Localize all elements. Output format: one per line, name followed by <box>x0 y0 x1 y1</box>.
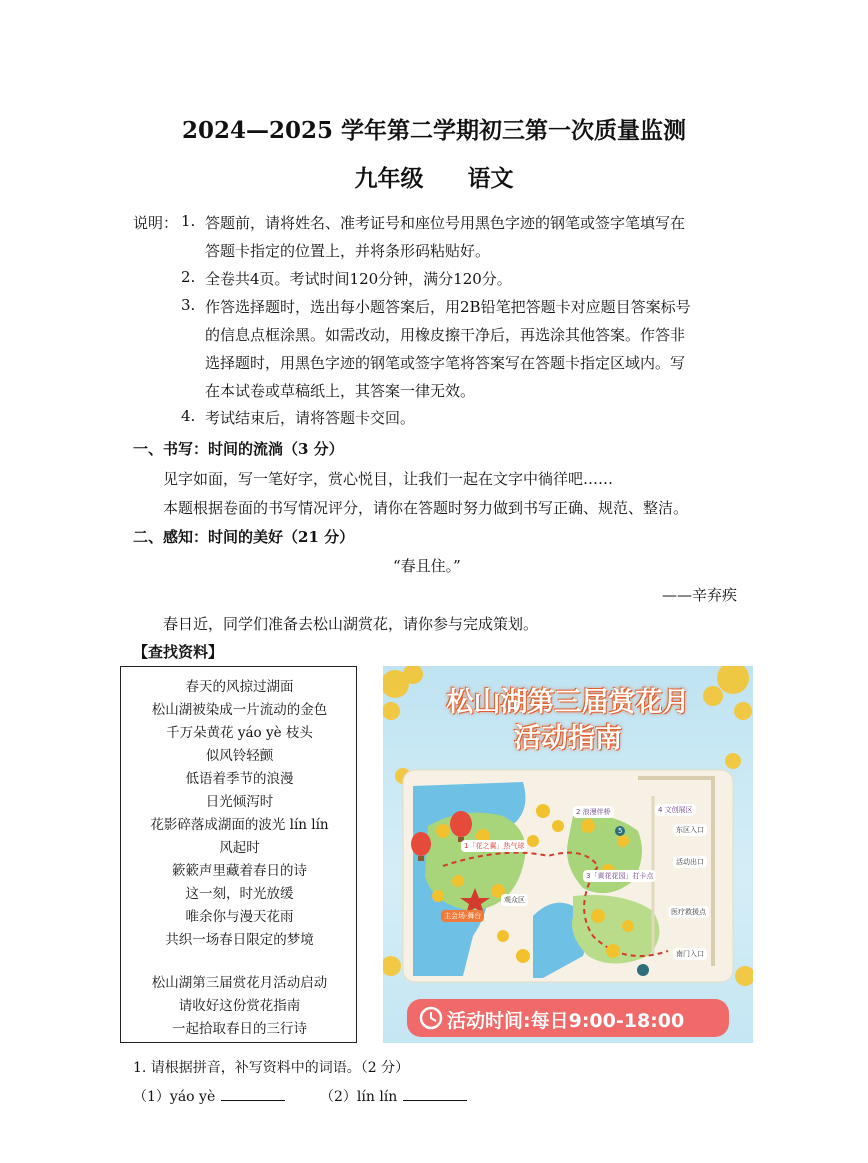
poem-line: 唯余你与漫天花雨 <box>185 909 294 925</box>
instr-1-line1: 答题前，请将姓名、准考证号和座位号用黑色字迹的钢笔或签字笔填写在 <box>205 214 686 232</box>
instr-3-line3: 选择题时，用黑色字迹的钢笔或签字笔将答案写在答题卡指定区域内。写 <box>205 354 686 372</box>
marker-east-entrance: 东区入口 <box>673 824 707 836</box>
instr-4-num: 4. <box>181 407 196 425</box>
instr-3-line1: 作答选择题时，选出每小题答案后，用2B铅笔把答题卡对应题目答案标号 <box>205 298 691 316</box>
question1-a <box>133 1086 285 1106</box>
answer-blank[interactable] <box>403 1086 467 1101</box>
instr-1-line2: 答题卡指定的位置上，并将条形码粘贴好。 <box>205 242 491 260</box>
poem-line: 这一刻，时光放缓 <box>185 886 294 902</box>
material-label: 【查找资料】 <box>133 643 224 661</box>
instr-1-num: 1. <box>181 212 196 230</box>
poem-line: 千万朵黄花 yáo yè 枝头 <box>166 725 313 741</box>
instr-4-line1: 考试结束后，请将答题卡交回。 <box>205 409 416 427</box>
poster-title-line2: 活动指南 <box>514 723 622 754</box>
poem-line: 日光倾泻时 <box>205 794 274 810</box>
marker-south-entrance: 南门入口 <box>673 948 707 960</box>
poem-line: 簌簌声里藏着春日的诗 <box>172 863 307 879</box>
question1-a-label: （1）yáo yè <box>133 1089 216 1105</box>
marker-creative: 4 文创展区 <box>655 804 696 816</box>
poem-line: 似风铃轻颤 <box>205 748 274 764</box>
poem-line: 春天的风掠过湖面 <box>185 679 294 695</box>
poem-line: 请收好这份赏花指南 <box>178 998 301 1014</box>
question1-text: 1. 请根据拼音，补写资料中的词语。（2 分） <box>133 1060 410 1076</box>
instr-3-line2: 的信息点框涂黑。如需改动，用橡皮擦干净后，再选涂其他答案。作答非 <box>205 326 686 344</box>
exam-title: 2024—2025 学年第二学期初三第一次质量监测 <box>181 117 687 144</box>
section1-heading: 一、书写：时间的流淌（3 分） <box>133 440 344 458</box>
quote: “春且住。” <box>393 557 461 575</box>
marker-garden: 3「黄花花园」打卡点 <box>583 870 656 882</box>
poem-box <box>120 666 357 1043</box>
event-guide-poster <box>383 666 753 1043</box>
marker-5: 5 <box>615 826 625 836</box>
poem-line: 低语着季节的浪漫 <box>185 771 294 787</box>
grade-label: 九年级 <box>354 165 424 192</box>
instructions-label: 说明： <box>133 214 179 232</box>
marker-viewing: 观众区 <box>501 894 528 906</box>
poem-line: 共织一场春日限定的梦境 <box>165 932 314 948</box>
marker-balloon: 1「花之翼」热气球 <box>461 840 527 852</box>
answer-blank[interactable] <box>221 1086 285 1101</box>
subject-label: 语文 <box>467 165 514 192</box>
grade-subject <box>0 160 868 193</box>
marker-exit: 活动出口 <box>673 856 707 868</box>
section1-para1: 见字如面，写一笔好字，赏心悦目，让我们一起在文字中徜徉吧…… <box>163 470 614 488</box>
instr-3-num: 3. <box>181 296 196 314</box>
marker-bridge: 2 浪漫伴桥 <box>573 806 614 818</box>
question1-b <box>320 1086 467 1106</box>
poem-line: 花影碎落成湖面的波光 lín lín <box>150 817 329 833</box>
section1-para2: 本题根据卷面的书写情况评分，请你在答题时努力做到书写正确、规范、整洁。 <box>163 499 689 517</box>
poem-line: 松山湖第三届赏花月活动启动 <box>151 975 328 991</box>
poster-title-line1: 松山湖第三届赏花月 <box>446 687 690 718</box>
poem-line: 风起时 <box>219 840 260 856</box>
marker-stage: 主会场·舞台 <box>441 910 484 922</box>
question1-b-label: （2）lín lín <box>320 1089 398 1105</box>
instr-2-num: 2. <box>181 268 196 286</box>
section2-heading: 二、感知：时间的美好（21 分） <box>133 528 355 546</box>
event-time-text: 活动时间:每日9:00-18:00 <box>447 1010 685 1032</box>
quote-author: ——辛弃疾 <box>662 586 738 604</box>
marker-medical: 医疗救援点 <box>668 906 709 918</box>
instr-3-line4: 在本试卷或草稿纸上，其答案一律无效。 <box>205 382 476 400</box>
poem-line: 松山湖被染成一片流动的金色 <box>151 702 328 718</box>
instr-2-line1: 全卷共4页。考试时间120分钟，满分120分。 <box>205 270 512 288</box>
poem-line: 一起拾取春日的三行诗 <box>172 1021 307 1037</box>
section2-intro: 春日近，同学们准备去松山湖赏花，请你参与完成策划。 <box>163 615 539 633</box>
